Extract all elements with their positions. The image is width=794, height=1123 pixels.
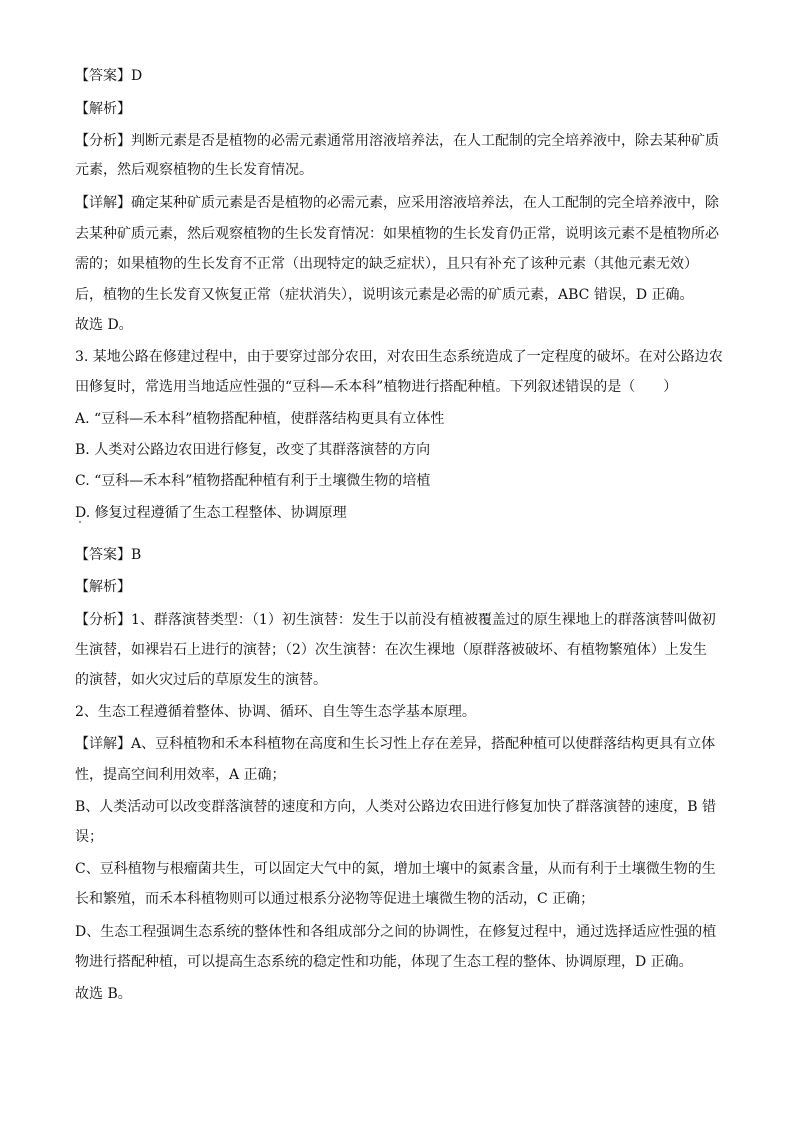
analysis-text: 【分析】1、群落演替类型：（1）初生演替：发生于以前没有植被覆盖过的原生裸地上的群落演替叫做初 bbox=[75, 612, 716, 628]
conclusion-text: 故选 B。 bbox=[75, 986, 132, 1002]
analysis-text: 生演替，如裸岩石上进行的演替；（2）次生演替：在次生裸地（原群落被破坏、有植物繁殖体）上发生 bbox=[75, 642, 707, 658]
detail-text: 去某种矿质元素，然后观察植物的生长发育情况：如果植物的生长发育仍正常，说明该元素不是植物所必 bbox=[75, 226, 719, 242]
question-stem: 3. 某地公路在修建过程中，由于要穿过部分农田，对农田生态系统造成了一定程度的破坏。在对公路边农 bbox=[75, 349, 723, 365]
answer-label: 【答案】B bbox=[75, 547, 142, 563]
option-a: A. “豆科—禾本科”植物搭配种植，使群落结构更具有立体性 bbox=[75, 411, 445, 427]
detail-text: 后，植物的生长发育又恢复正常（症状消失），说明该元素是必需的矿质元素，ABC 错误，D 正确。 bbox=[75, 287, 694, 303]
analysis-heading: 【解析】 bbox=[75, 101, 131, 117]
conclusion-text: 故选 D。 bbox=[75, 317, 133, 333]
detail-text: 物进行搭配种植，可以提高生态系统的稳定性和功能，体现了生态工程的整体、协调原理，D 正确。 bbox=[75, 954, 693, 970]
detail-text: 误； bbox=[75, 829, 103, 845]
detail-text: 性，提高空间利用效率，A 正确； bbox=[75, 767, 286, 783]
analysis-text: 元素，然后观察植物的生长发育情况。 bbox=[75, 162, 313, 178]
answer-label: 【答案】D bbox=[75, 68, 143, 84]
analysis-text: 【分析】判断元素是否是植物的必需元素通常用溶液培养法，在人工配制的完全培养液中，除去某种矿质 bbox=[75, 133, 719, 149]
detail-text: C、豆科植物与根瘤菌共生，可以固定大气中的氮，增加土壤中的氮素含量，从而有利于土壤微生物的生 bbox=[75, 861, 716, 877]
option-d: D. 修复过程遵循了生态工程整体、协调原理 bbox=[75, 505, 347, 521]
detail-text: 长和繁殖，而禾本科植物则可以通过根系分泌物等促进土壤微生物的活动，C 正确； bbox=[75, 891, 595, 907]
stray-dot bbox=[79, 521, 81, 523]
option-c: C. “豆科—禾本科”植物搭配种植有利于土壤微生物的培植 bbox=[75, 473, 431, 489]
analysis-text: 的演替，如火灾过后的草原发生的演替。 bbox=[75, 672, 327, 688]
option-b: B. 人类对公路边农田进行修复，改变了其群落演替的方向 bbox=[75, 442, 431, 458]
detail-text: 【详解】A、豆科植物和禾本科植物在高度和生长习性上存在差异，搭配种植可以使群落结构更具有立体 bbox=[75, 736, 716, 752]
detail-text: 【详解】确定某种矿质元素是否是植物的必需元素，应采用溶液培养法，在人工配制的完全培养液中，除 bbox=[75, 195, 719, 211]
analysis-text: 2、生态工程遵循着整体、协调、循环、自生等生态学基本原理。 bbox=[75, 704, 476, 720]
analysis-heading: 【解析】 bbox=[75, 579, 131, 595]
detail-text: B、人类活动可以改变群落演替的速度和方向，人类对公路边农田进行修复加快了群落演替的速度，B 错 bbox=[75, 799, 717, 815]
detail-text: D、生态工程强调生态系统的整体性和各组成部分之间的协调性，在修复过程中，通过选择适应性强的植 bbox=[75, 924, 717, 940]
question-stem: 田修复时，常选用当地适应性强的“豆科—禾本科”植物进行搭配种植。下列叙述错误的是（ ） bbox=[75, 379, 678, 395]
detail-text: 需的；如果植物的生长发育不正常（出现特定的缺乏症状），且只有补充了该种元素（其他元素无效） bbox=[75, 256, 698, 272]
